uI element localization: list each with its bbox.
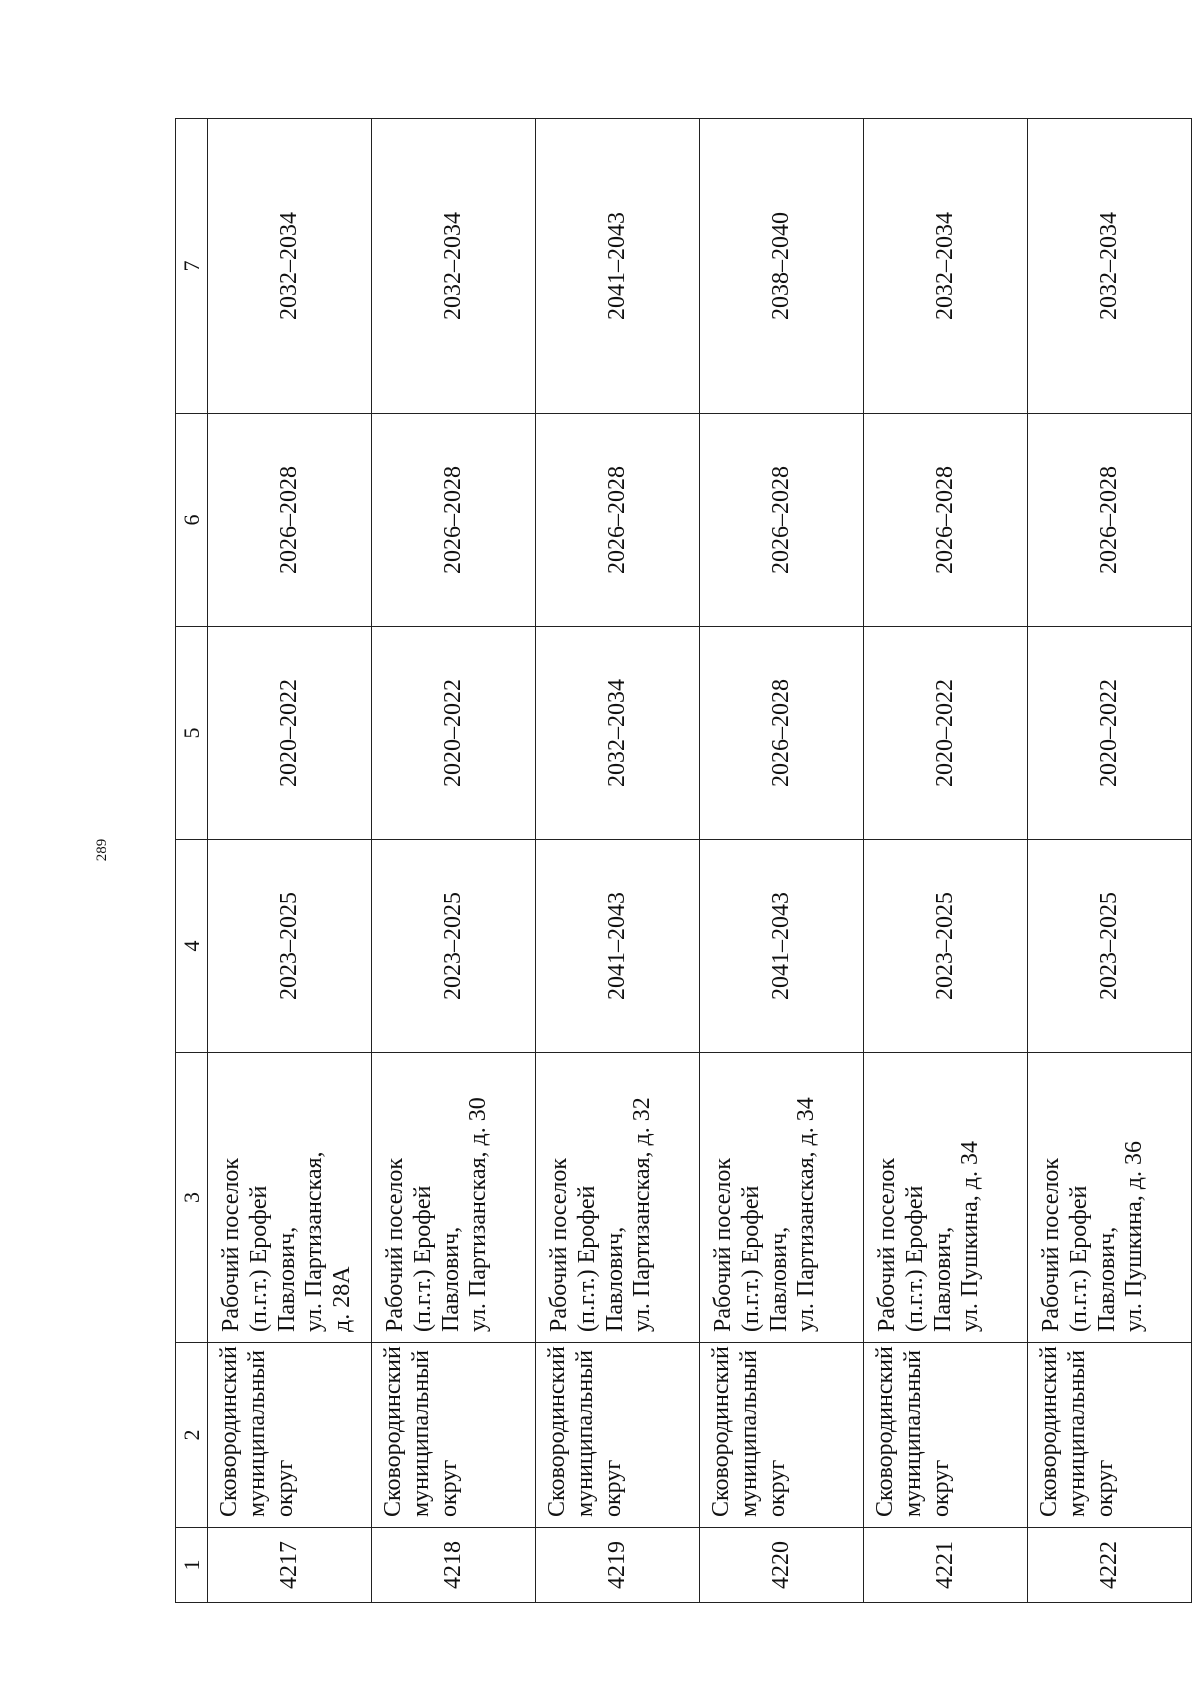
- header-col-5: 5: [176, 627, 208, 840]
- address-cell: [372, 1053, 536, 1343]
- address-line: (п.г.т.) Ерофей: [737, 1185, 764, 1332]
- district-line: муниципальный: [735, 1349, 762, 1517]
- district-line: округ: [1091, 1459, 1118, 1517]
- period-col-7: 2041–2043: [536, 119, 700, 414]
- address-line: ул. Партизанская, д. 32: [629, 1097, 656, 1332]
- address-line: Павлович,: [765, 1226, 792, 1332]
- table-row: [1028, 119, 1192, 1603]
- district-line: Сковородинский: [872, 1346, 898, 1517]
- row-id: 4222: [1028, 1528, 1192, 1603]
- period-col-4: 2041–2043: [536, 840, 700, 1053]
- district-line: муниципальный: [243, 1349, 270, 1517]
- address-line: Рабочий поселок: [218, 1157, 244, 1332]
- district-cell: [372, 1343, 536, 1528]
- period-col-7: 2032–2034: [208, 119, 372, 414]
- row-id: 4219: [536, 1528, 700, 1603]
- row-id: 4221: [864, 1528, 1028, 1603]
- period-col-7: 2038–2040: [700, 119, 864, 414]
- header-col-7: 7: [176, 119, 208, 414]
- address-line: Рабочий поселок: [1038, 1157, 1064, 1332]
- header-col-6: 6: [176, 414, 208, 627]
- table-row: [372, 119, 536, 1603]
- address-line: ул. Пушкина, д. 34: [957, 1141, 984, 1332]
- address-line: (п.г.т.) Ерофей: [409, 1185, 436, 1332]
- address-line: Павлович,: [1093, 1226, 1120, 1332]
- header-col-1: 1: [176, 1528, 208, 1603]
- district-cell: [864, 1343, 1028, 1528]
- district-line: муниципальный: [899, 1349, 926, 1517]
- district-line: Сковородинский: [1036, 1346, 1062, 1517]
- period-col-5: 2020–2022: [864, 627, 1028, 840]
- address-line: (п.г.т.) Ерофей: [1065, 1185, 1092, 1332]
- period-col-7: 2032–2034: [1028, 119, 1192, 414]
- table-container: [175, 119, 1148, 1603]
- district-line: муниципальный: [407, 1349, 434, 1517]
- district-line: Сковородинский: [380, 1346, 406, 1517]
- address-line: (п.г.т.) Ерофей: [245, 1185, 272, 1332]
- district-line: Сковородинский: [216, 1346, 242, 1517]
- period-col-7: 2032–2034: [864, 119, 1028, 414]
- table-row: [208, 119, 372, 1603]
- district-cell: [700, 1343, 864, 1528]
- page-number: 289: [94, 838, 110, 862]
- address-line: Рабочий поселок: [546, 1157, 572, 1332]
- row-id: 4218: [372, 1528, 536, 1603]
- period-col-6: 2026–2028: [700, 414, 864, 627]
- address-line: Рабочий поселок: [382, 1157, 408, 1332]
- address-line: ул. Партизанская, д. 30: [465, 1097, 492, 1332]
- schedule-table: [175, 118, 1192, 1603]
- table-row: [536, 119, 700, 1603]
- address-line: ул. Пушкина, д. 36: [1121, 1141, 1148, 1332]
- address-line: Павлович,: [273, 1226, 300, 1332]
- district-line: округ: [927, 1459, 954, 1517]
- period-col-5: 2032–2034: [536, 627, 700, 840]
- period-col-6: 2026–2028: [372, 414, 536, 627]
- period-col-6: 2026–2028: [864, 414, 1028, 627]
- address-line: (п.г.т.) Ерофей: [901, 1185, 928, 1332]
- address-cell: [1028, 1053, 1192, 1343]
- address-cell: [864, 1053, 1028, 1343]
- period-col-5: 2020–2022: [208, 627, 372, 840]
- period-col-5: 2020–2022: [372, 627, 536, 840]
- period-col-6: 2026–2028: [536, 414, 700, 627]
- district-cell: [536, 1343, 700, 1528]
- address-line: Рабочий поселок: [874, 1157, 900, 1332]
- period-col-7: 2032–2034: [372, 119, 536, 414]
- header-row: [176, 119, 208, 1603]
- header-col-2: 2: [176, 1343, 208, 1528]
- address-line: д. 28А: [329, 1266, 356, 1332]
- table-row: [864, 119, 1028, 1603]
- district-line: округ: [763, 1459, 790, 1517]
- district-line: округ: [435, 1459, 462, 1517]
- period-col-4: 2041–2043: [700, 840, 864, 1053]
- address-line: Павлович,: [601, 1226, 628, 1332]
- address-cell: [536, 1053, 700, 1343]
- district-line: округ: [271, 1459, 298, 1517]
- address-cell: [208, 1053, 372, 1343]
- address-cell: [700, 1053, 864, 1343]
- header-col-3: 3: [176, 1053, 208, 1343]
- address-line: Павлович,: [929, 1226, 956, 1332]
- table-row: [700, 119, 864, 1603]
- row-id: 4217: [208, 1528, 372, 1603]
- row-id: 4220: [700, 1528, 864, 1603]
- period-col-4: 2023–2025: [864, 840, 1028, 1053]
- period-col-5: 2020–2022: [1028, 627, 1192, 840]
- district-line: округ: [599, 1459, 626, 1517]
- period-col-6: 2026–2028: [1028, 414, 1192, 627]
- address-line: ул. Партизанская, д. 34: [793, 1097, 820, 1332]
- address-line: (п.г.т.) Ерофей: [573, 1185, 600, 1332]
- address-line: Павлович,: [437, 1226, 464, 1332]
- district-cell: [1028, 1343, 1192, 1528]
- address-line: ул. Партизанская,: [301, 1151, 328, 1332]
- district-line: муниципальный: [1063, 1349, 1090, 1517]
- period-col-4: 2023–2025: [372, 840, 536, 1053]
- period-col-4: 2023–2025: [208, 840, 372, 1053]
- district-line: муниципальный: [571, 1349, 598, 1517]
- period-col-4: 2023–2025: [1028, 840, 1192, 1053]
- district-cell: [208, 1343, 372, 1528]
- district-line: Сковородинский: [708, 1346, 734, 1517]
- address-line: Рабочий поселок: [710, 1157, 736, 1332]
- period-col-5: 2026–2028: [700, 627, 864, 840]
- period-col-6: 2026–2028: [208, 414, 372, 627]
- district-line: Сковородинский: [544, 1346, 570, 1517]
- header-col-4: 4: [176, 840, 208, 1053]
